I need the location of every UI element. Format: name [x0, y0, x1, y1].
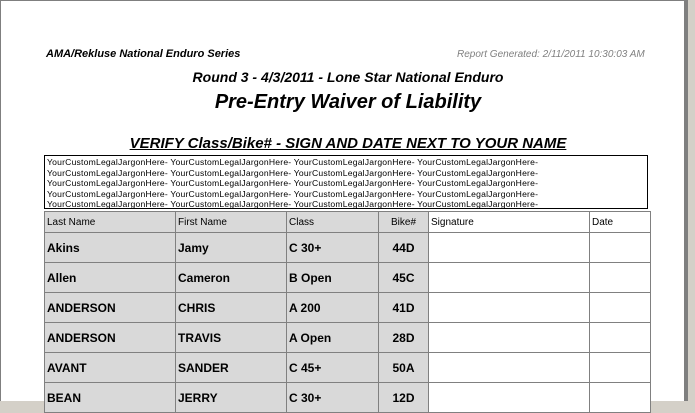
table-row	[45, 263, 651, 293]
bike-cell: 50A	[379, 353, 429, 383]
col-signature: Signature	[429, 212, 590, 233]
first-name-cell: CHRIS	[176, 293, 287, 323]
last-name-cell: ANDERSON	[45, 293, 176, 323]
col-bike: Bike#	[379, 212, 429, 233]
table-row	[45, 293, 651, 323]
round-title: Round 3 - 4/3/2011 - Lone Star National Enduro	[192, 69, 504, 85]
signature-cell	[429, 353, 590, 383]
rider-table	[44, 211, 651, 413]
date-cell	[590, 353, 651, 383]
last-name-cell: Allen	[45, 263, 176, 293]
page-title: Pre-Entry Waiver of Liability	[214, 91, 482, 113]
first-name-cell: Jamy	[176, 233, 287, 263]
first-name-cell: JERRY	[176, 383, 287, 413]
class-cell: C 30+	[287, 233, 379, 263]
first-name-cell: SANDER	[176, 353, 287, 383]
last-name-cell: ANDERSON	[45, 323, 176, 353]
table-header-row	[45, 212, 651, 233]
bike-cell: 12D	[379, 383, 429, 413]
class-cell: A 200	[287, 293, 379, 323]
signature-cell	[429, 383, 590, 413]
date-cell	[590, 383, 651, 413]
signature-cell	[429, 263, 590, 293]
last-name-cell: Akins	[45, 233, 176, 263]
report-generated: Report Generated: 2/11/2011 10:30:03 AM	[457, 49, 645, 60]
bike-cell: 41D	[379, 293, 429, 323]
last-name-cell: BEAN	[45, 383, 176, 413]
legal-jargon: YourCustomLegalJargonHere- YourCustomLegalJargonHere- YourCustomLegalJargonHere- YourCustomLegalJargonHere- YourCustomLegalJargonHere- YourCustomLegalJargonHere- YourCustomLegalJargonHere- YourCustomLegalJargonHere- YourCustomLegalJargonHere- YourCustomLegalJargonHere- YourCustomLegalJargonHere- YourCustomLegalJargonHere- YourCustomLegalJargonHere- YourCustomLegalJargonHere- YourCustomLegalJargonHere- YourCustomLegalJargonHere- YourCustomLegalJargonHere- YourCustomLegalJargonHere- YourCustomLegalJargonHere- YourCustomLegalJargonHere-	[44, 155, 648, 209]
col-class: Class	[287, 212, 379, 233]
table-row	[45, 353, 651, 383]
col-last-name: Last Name	[45, 212, 176, 233]
series-name: AMA/Rekluse National Enduro Series	[46, 48, 241, 60]
bike-cell: 45C	[379, 263, 429, 293]
last-name-cell: AVANT	[45, 353, 176, 383]
col-date: Date	[590, 212, 651, 233]
table-row	[45, 233, 651, 263]
signature-cell	[429, 293, 590, 323]
class-cell: B Open	[287, 263, 379, 293]
table-row	[45, 323, 651, 353]
table-row	[45, 383, 651, 413]
col-first-name: First Name	[176, 212, 287, 233]
first-name-cell: TRAVIS	[176, 323, 287, 353]
signature-cell	[429, 323, 590, 353]
bike-cell: 28D	[379, 323, 429, 353]
date-cell	[590, 263, 651, 293]
date-cell	[590, 233, 651, 263]
class-cell: A Open	[287, 323, 379, 353]
signature-cell	[429, 233, 590, 263]
class-cell: C 45+	[287, 353, 379, 383]
first-name-cell: Cameron	[176, 263, 287, 293]
bike-cell: 44D	[379, 233, 429, 263]
date-cell	[590, 323, 651, 353]
verify-instruction: VERIFY Class/Bike# - SIGN AND DATE NEXT TO YOUR NAME	[129, 135, 567, 152]
class-cell: C 30+	[287, 383, 379, 413]
date-cell	[590, 293, 651, 323]
